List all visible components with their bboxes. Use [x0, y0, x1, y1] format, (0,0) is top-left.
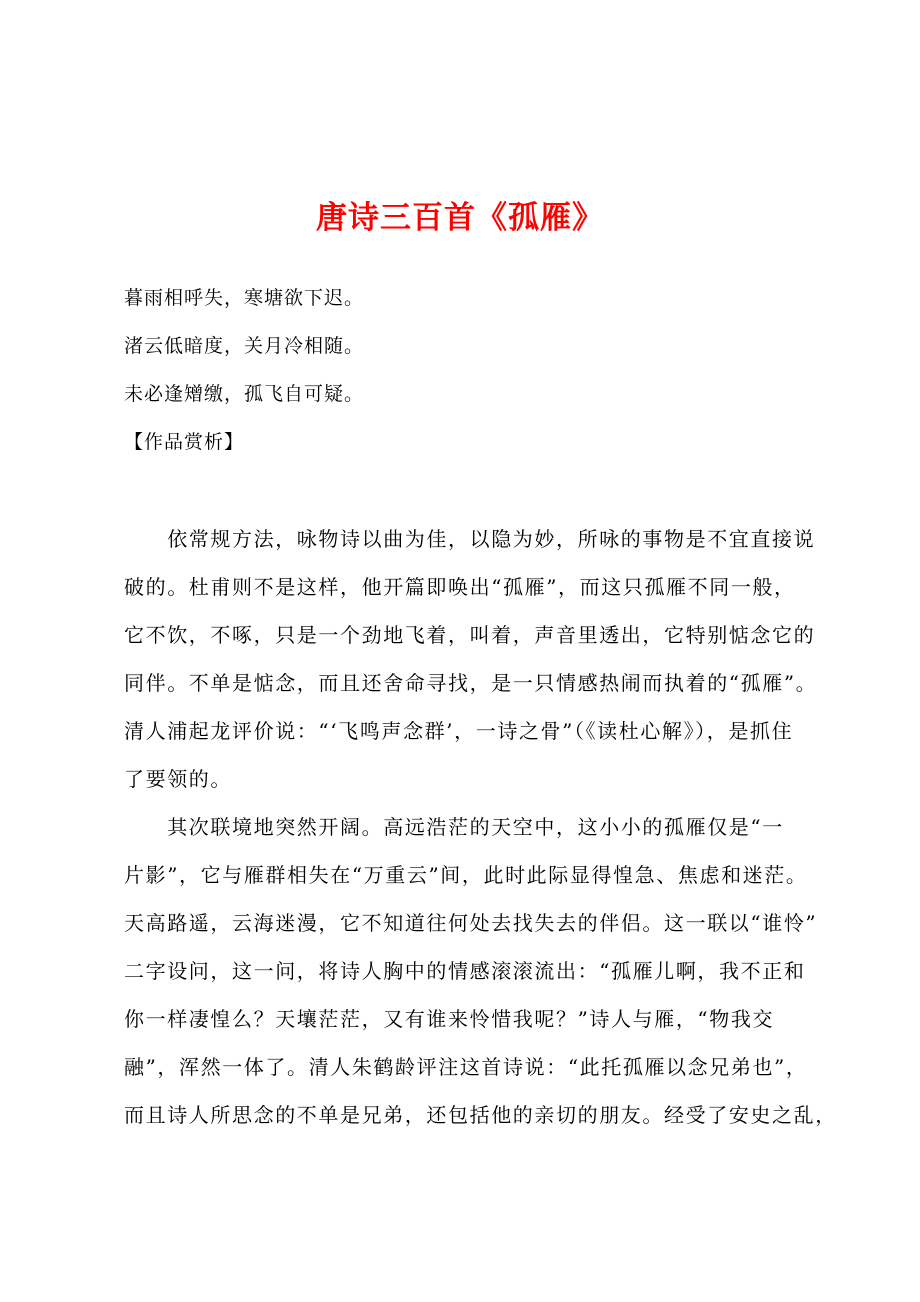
poem-line-3: 未必逢矰缴，孤飞自可疑。 — [124, 383, 365, 405]
paragraph-1-line-5: 清人浦起龙评价说：“‘飞鸣声念群’，一诗之骨”（《读杜心解》），是抓住 — [124, 719, 794, 743]
paragraph-1-line-3: 它不饮，不啄，只是一个劲地飞着，叫着，声音里透出，它特别惦念它的 — [124, 623, 816, 647]
paragraph-1-line-4: 同伴。不单是惦念，而且还舍命寻找，是一只情感热闹而执着的“孤雁”。 — [124, 671, 818, 695]
paragraph-2-line-7: 而且诗人所思念的不单是兄弟，还包括他的亲切的朋友。经受了安史之乱， — [124, 1103, 837, 1127]
paragraph-1-line-2: 破的。杜甫则不是这样，他开篇即唤出“孤雁”，而这只孤雁不同一般， — [124, 575, 796, 599]
document-title: 唐诗三百首《孤雁》 — [316, 200, 604, 236]
poem-line-1: 暮雨相呼失，寒塘欲下迟。 — [124, 287, 365, 309]
paragraph-1-line-1: 依常规方法，咏物诗以曲为佳，以隐为妙，所咏的事物是不宜直接说 — [124, 527, 816, 551]
paragraph-2-line-5: 你一样凄惶么？天壤茫茫，又有谁来怜惜我呢？”诗人与雁，“物我交 — [124, 1007, 775, 1031]
poem-line-2: 渚云低暗度，关月冷相随。 — [124, 335, 365, 357]
paragraph-2-line-4: 二字设问，这一问，将诗人胸中的情感滚滚流出：“孤雁儿啊，我不正和 — [124, 959, 806, 983]
paragraph-2-line-1: 其次联境地突然开阔。高远浩茫的天空中，这小小的孤雁仅是“一 — [124, 815, 784, 839]
paragraph-2-line-2: 片影”，它与雁群相失在“万重云”间，此时此际显得惶急、焦虑和迷茫。 — [124, 863, 808, 887]
section-heading: 【作品赏析】 — [124, 431, 245, 453]
paragraph-2-line-3: 天高路遥，云海迷漫，它不知道往何处去找失去的伴侣。这一联以“谁怜” — [124, 911, 818, 935]
paragraph-1-line-6: 了要领的。 — [124, 767, 232, 791]
paragraph-2-line-6: 融”，浑然一体了。清人朱鹤龄评注这首诗说：“此托孤雁以念兄弟也”， — [124, 1055, 808, 1079]
